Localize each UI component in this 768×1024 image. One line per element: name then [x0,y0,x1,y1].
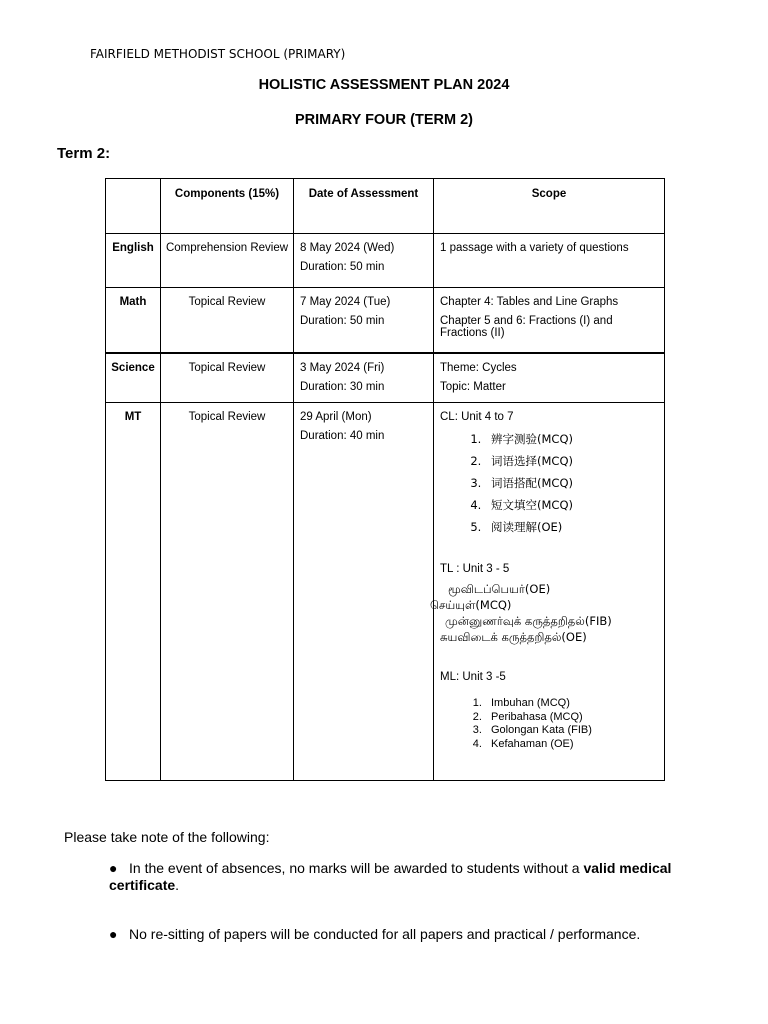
list-item: 3. Golongan Kata (FIB) [485,724,658,738]
school-name: FAIRFIELD METHODIST SCHOOL (PRIMARY) [90,47,346,61]
bullet-dot-icon: ● [109,860,118,876]
document-subtitle: PRIMARY FOUR (TERM 2) [294,112,474,128]
list-item: 1. 辨字测验(MCQ) [485,431,658,447]
component-cell: Topical Review [161,353,294,403]
date-cell [294,234,434,288]
note-text: In the event of absences, no marks will be awarded to students without a [129,860,584,876]
list-item: 1. Imbuhan (MCQ) [485,697,658,711]
date-cell [294,403,434,781]
table-row-math [106,288,665,353]
scope-cell [434,288,665,353]
scope-line: Chapter 5 and 6: Fractions (I) and Fractions (II) [440,315,613,339]
scope-cell [434,353,665,403]
table-row-science [106,353,665,403]
column-header-components: Components (15%) [161,179,294,234]
scope-cell [430,403,665,781]
table-row-mt [106,403,665,781]
component-cell: Comprehension Review [161,234,294,288]
component-cell: Topical Review [161,403,294,781]
bullet-dot-icon: ● [109,926,118,942]
scope-line: Topic: Matter [440,380,506,393]
column-header-date: Date of Assessment [294,179,434,234]
list-item: 2. 词语选择(MCQ) [485,453,658,469]
note-bullet-resit [109,926,689,943]
term-heading: Term 2: [57,145,111,162]
date-cell [294,288,434,353]
duration-text: Duration: 50 min [300,261,385,273]
tl-list [430,581,658,645]
subject-cell: Math [106,288,161,353]
ml-heading: ML: Unit 3 -5 [440,671,506,683]
cl-heading: CL: Unit 4 to 7 [440,411,514,423]
subject-cell: MT [106,403,161,781]
subject-cell: Science [106,353,161,403]
tl-heading: TL : Unit 3 - 5 [440,563,510,575]
table-header-row [106,179,665,234]
date-text: 3 May 2024 (Fri) [300,361,385,374]
date-text: 29 April (Mon) [300,411,372,423]
duration-text: Duration: 40 min [300,430,385,442]
list-item: சுயவிடைக் கருத்தறிதல்(OE) [440,630,587,644]
component-cell: Topical Review [161,288,294,353]
cl-list [440,431,658,535]
note-bullet-absence [109,860,689,894]
subject-cell: English [106,234,161,288]
list-item: மூவிடப்பெயர்(OE) [448,582,551,596]
date-text: 8 May 2024 (Wed) [300,242,395,254]
document-title: HOLISTIC ASSESSMENT PLAN 2024 [258,77,510,93]
date-text: 7 May 2024 (Tue) [300,296,391,308]
date-cell [294,353,434,403]
list-item: 4. 短文填空(MCQ) [485,497,658,513]
scope-cell: 1 passage with a variety of questions [434,234,665,288]
list-item: செய்யுள்(MCQ) [430,598,512,612]
note-period: . [175,877,180,893]
list-item: 2. Peribahasa (MCQ) [485,711,658,725]
list-item: 4. Kefahaman (OE) [485,738,658,752]
duration-text: Duration: 50 min [300,315,385,327]
list-item: 3. 词语搭配(MCQ) [485,475,658,491]
duration-text: Duration: 30 min [300,380,385,393]
scope-line: Chapter 4: Tables and Line Graphs [440,296,619,308]
note-text: No re-sitting of papers will be conducted for all papers and practical / performance. [129,926,641,942]
table-row-english [106,234,665,288]
column-header-subject [106,179,161,234]
assessment-table [105,178,665,781]
list-item: 5. 阅读理解(OE) [485,519,658,535]
notes-heading: Please take note of the following: [64,829,270,845]
column-header-scope: Scope [434,179,665,234]
ml-list [440,697,658,751]
scope-line: Theme: Cycles [440,361,517,374]
note-emphasis: valid medical certificate [109,860,672,893]
list-item: முன்னுணர்வுக் கருத்தறிதல்(FIB) [445,614,612,628]
